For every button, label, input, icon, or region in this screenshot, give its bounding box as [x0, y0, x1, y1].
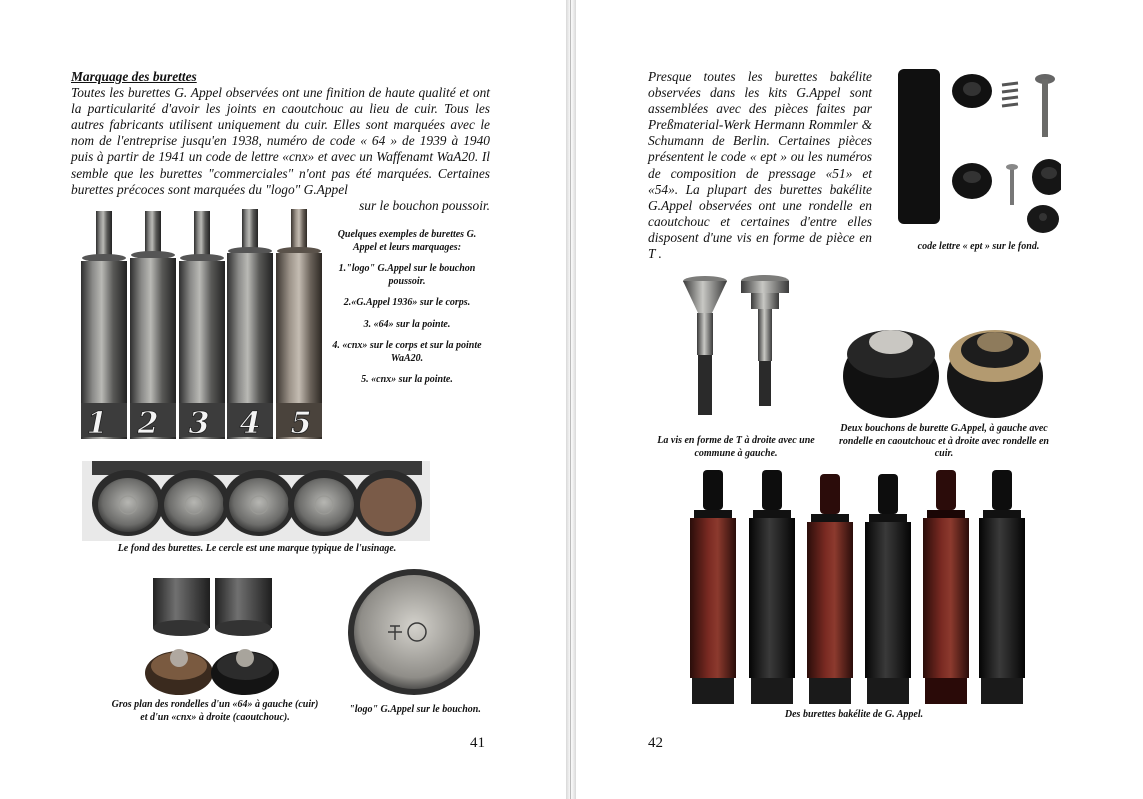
bakelite-burette-2: [749, 470, 795, 704]
page-right: [576, 0, 1143, 799]
bottom-face-5: [354, 470, 422, 536]
t-screw: [741, 275, 789, 406]
examples-item-5: 5. «cnx» sur la pointe.: [361, 374, 453, 385]
bottom-face-4: [288, 470, 360, 536]
left-text-block: [71, 69, 490, 214]
bakelite-burette-5: [923, 470, 969, 704]
bakelite-burette-1: [690, 470, 736, 704]
cap-leather-washer: [947, 330, 1043, 418]
burette-1: [81, 211, 127, 439]
right-body-text: Presque toutes les burettes bakélite observées dans les kits G.Appel sont assemblées avec des pièces faites par Preßmaterial-Werk Hermann Rommler & Schumann de Berlin. Certaines pièces présentent le code « ept » ou les numéros de composition de pressage «51» et «54». La plupart des burettes bakélite G.Appel observées ont une rondelle en caoutchouc et certaines d'entre elles disposent d'une vis en forme de pièce en T .: [648, 69, 872, 262]
photo-burette-bottoms: [82, 461, 430, 541]
examples-item-2: 2.«G.Appel 1936» sur le corps.: [343, 297, 471, 308]
caption-caps: Deux bouchons de burette G.Appel, à gauche avec rondelle en caoutchouc et à droite avec rondelle en cuir.: [839, 423, 1049, 459]
number-label-3: 3: [188, 406, 210, 440]
page-number-right: 42: [648, 735, 663, 751]
burette-5: [276, 209, 322, 439]
caption-logo: "logo" G.Appel sur le bouchon.: [349, 704, 481, 715]
number-label-5: 5: [290, 406, 312, 440]
book-gutter: [566, 0, 576, 799]
number-label-1: 1: [86, 406, 108, 440]
photo-five-burettes: [69, 203, 327, 440]
bakelite-burette-6: [979, 470, 1025, 704]
bakelite-burette-3: [807, 474, 853, 704]
bottom-face-2: [158, 470, 230, 536]
common-screw: [683, 276, 727, 415]
photo-ept-parts: [893, 61, 1061, 237]
bottom-face-1: [92, 470, 164, 536]
caption-bakelite: Des burettes bakélite de G. Appel.: [784, 709, 924, 720]
examples-item-4: 4. «cnx» sur le corps et sur la pointe WaA20.: [332, 340, 482, 364]
bakelite-burette-4: [865, 474, 911, 704]
page-left: [0, 0, 566, 799]
caption-ept: code lettre « ept » sur le fond.: [917, 241, 1040, 252]
section-heading: Marquage des burettes: [71, 69, 197, 84]
caption-bottoms: Le fond des burettes. Le cercle est une marque typique de l'usinage.: [117, 543, 397, 554]
photo-two-caps: [841, 306, 1047, 422]
number-label-4: 4: [239, 406, 261, 440]
examples-caption-title: Quelques exemples de burettes G. Appel et leurs marquages:: [337, 229, 477, 253]
caption-washers: Gros plan des rondelles d'un «64» à gauche (cuir) et d'un «cnx» à droite (caoutchouc).: [111, 699, 319, 723]
left-body-end: sur le bouchon poussoir.: [359, 197, 490, 213]
photo-logo-cap: [345, 568, 483, 701]
burette-4: [227, 209, 273, 439]
examples-item-3: 3. «64» sur la pointe.: [363, 318, 451, 330]
bottom-face-3: [223, 470, 295, 536]
photo-bakelite-burettes: [684, 462, 1031, 708]
examples-item-1: 1."logo" G.Appel sur le bouchon poussoir.: [338, 263, 476, 287]
cap-rubber-washer: [843, 330, 939, 418]
left-body-text: Toutes les burettes G. Appel observées ont une finition de haute qualité et ont la particularité d'avoir les joints en caoutchouc au lieu de cuir. Tous les autres fabricants utilisent uniquement du cuir. Elles sont marquées avec le nom de l'entreprise jusqu'en 1938, numéro de code « 64 » de 1939 à 1940 puis à partir de 1941 un code de lettre «cnx» et avec un Waffenamt WaA20. Il semble que les burettes "commerciales" n'ont pas été marquées. Certaines burettes précoces sont marquées du "logo" G.Appel: [71, 85, 490, 197]
rubber-washer: [211, 649, 279, 695]
burette-2: [130, 211, 176, 439]
examples-caption: [327, 229, 487, 396]
photo-screws: [678, 273, 796, 429]
number-label-2: 2: [137, 406, 159, 440]
leather-washer: [145, 649, 213, 695]
burette-3: [179, 211, 225, 439]
caption-screws: La vis en forme de T à droite avec une commune à gauche.: [657, 435, 815, 459]
photo-washers-closeup: [135, 578, 289, 701]
page-number-left: 41: [470, 735, 485, 751]
